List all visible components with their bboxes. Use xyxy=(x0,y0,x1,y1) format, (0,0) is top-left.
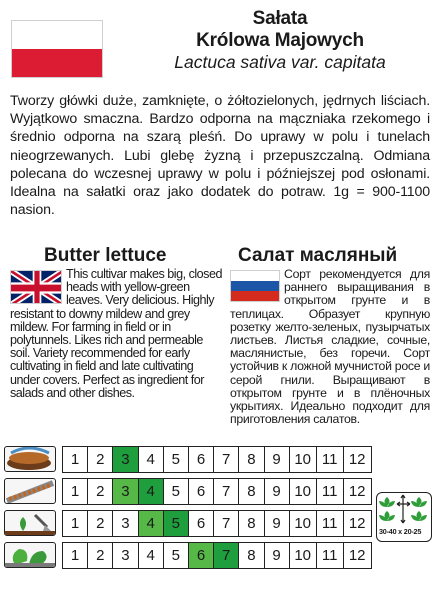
title-line-1: Sałata xyxy=(252,8,308,29)
calendar-month-cell: 10 xyxy=(290,543,317,568)
calendar-month-cell: 2 xyxy=(88,511,113,536)
calendar-month-cell: 10 xyxy=(290,511,317,536)
polish-flag xyxy=(11,20,103,78)
calendar-month-cell: 12 xyxy=(348,450,366,468)
uk-flag xyxy=(10,270,62,304)
russian-flag xyxy=(230,270,280,302)
calendar-month-cell: 6 xyxy=(189,479,214,504)
calendar-month-cell: 6 xyxy=(189,447,214,472)
polish-description: Tworzy główki duże, zamknięte, o żółtozielonych, jędrnych liściach. Wyjątkowo smaczna. Bardzo odporna na mączniaka rzekomego i średnio odporna na szarą pleśń. Do uprawy w polu i tunelach nieogrzewanych. Lubi glebę żyzną i przepuszczalną. Odmiana polecana do wczesnej uprawy w polu i późniejszej pod osłonami. Idealna na sałatki oraz jako dodatek do potraw. 1g = 900-1100 nasion. xyxy=(10,93,430,219)
spacing-label: 30-40 x 20-25 xyxy=(379,527,422,536)
calendar-month-cell: 8 xyxy=(239,447,264,472)
calendar-month-cell: 12 xyxy=(348,546,366,564)
product-title xyxy=(130,8,430,72)
calendar-month-cell: 5 xyxy=(164,543,189,568)
calendar-month-cell: 9 xyxy=(265,447,290,472)
calendar-month-cell: 3 xyxy=(113,511,138,536)
calendar-month-cell: 5 xyxy=(164,479,189,504)
calendar-month-cell: 8 xyxy=(239,479,264,504)
calendar-month-cell: 5 xyxy=(164,511,189,536)
calendar-month-cell: 10 xyxy=(290,479,317,504)
planting-trowel-icon xyxy=(4,510,56,536)
english-heading: Butter lettuce xyxy=(44,245,167,266)
latin-name: Lactuca sativa var. capitata xyxy=(174,52,386,72)
calendar-month-cell: 8 xyxy=(239,543,264,568)
calendar-month-cell: 4 xyxy=(139,447,164,472)
english-description: This cultivar makes big, closed heads with yellow-green leaves. Very delicious. Highly resistant to downy mildew and grey mildew. For farming in field or in polytunnels. Likes rich and permeable soil. Variety recommended for early cultivating in field and late cultivating under covers. Perfect as ingredient for salads and other dishes. xyxy=(10,267,222,400)
calendar-month-cell: 11 xyxy=(317,543,344,568)
calendar-month-cell: 3 xyxy=(113,543,138,568)
calendar-row xyxy=(4,510,372,536)
calendar-row xyxy=(4,542,372,568)
calendar-month-cell: 4 xyxy=(139,511,164,536)
calendar-month-cell: 2 xyxy=(88,447,113,472)
calendar-month-cell: 4 xyxy=(139,543,164,568)
calendar-month-cell: 10 xyxy=(290,447,317,472)
title-line-2: Królowa Majowych xyxy=(196,30,364,51)
calendar-month-cell: 7 xyxy=(214,479,239,504)
calendar-month-cell: 8 xyxy=(239,511,264,536)
calendar-month-cell: 11 xyxy=(317,511,344,536)
calendar-month-cell: 9 xyxy=(265,543,290,568)
calendar-month-cell: 7 xyxy=(214,447,239,472)
calendar-month-cell: 2 xyxy=(88,543,113,568)
calendar-month-cell: 1 xyxy=(63,479,88,504)
calendar-month-cell: 6 xyxy=(189,511,214,536)
calendar-month-cell: 3 xyxy=(113,479,138,504)
calendar-month-cell: 6 xyxy=(189,543,214,568)
calendar-row xyxy=(4,446,372,472)
calendar-month-cell: 11 xyxy=(317,479,344,504)
russian-description: Сорт рекомендуется для раннего выращивания в открытом грунте и в теплицах. Образует крупную розетку желто-зеленых, пузырчатых листьев. Листья сладкие, сочные, маслянистые, без горечи. Сорт устойчив к ложной мучнистой росе и серой гнили. Выращивают в открытом грунте и в плёночных укрытиях. Идеально подходит для приготовления салатов. xyxy=(230,267,430,427)
calendar-month-cell: 1 xyxy=(63,447,88,472)
calendar-month-cell: 2 xyxy=(88,479,113,504)
calendar-month-cell: 3 xyxy=(113,447,138,472)
calendar-month-cell: 1 xyxy=(63,511,88,536)
calendar-month-cell: 12 xyxy=(348,514,366,532)
calendar-month-cell: 1 xyxy=(63,543,88,568)
calendar-month-cell: 5 xyxy=(164,447,189,472)
calendar-month-cell: 9 xyxy=(265,479,290,504)
calendar-month-cell: 7 xyxy=(214,543,239,568)
russian-heading: Салат масляный xyxy=(238,245,398,266)
calendar-month-cell: 12 xyxy=(348,482,366,500)
calendar-month-cell: 7 xyxy=(214,511,239,536)
tunnel-sowing-icon xyxy=(4,478,56,504)
calendar-month-cell: 9 xyxy=(265,511,290,536)
calendar-month-cell: 4 xyxy=(139,479,164,504)
calendar-row xyxy=(4,478,372,504)
seed-tray-icon xyxy=(4,446,56,472)
harvest-lettuce-icon xyxy=(4,542,56,568)
calendar-month-cell: 11 xyxy=(317,447,344,472)
